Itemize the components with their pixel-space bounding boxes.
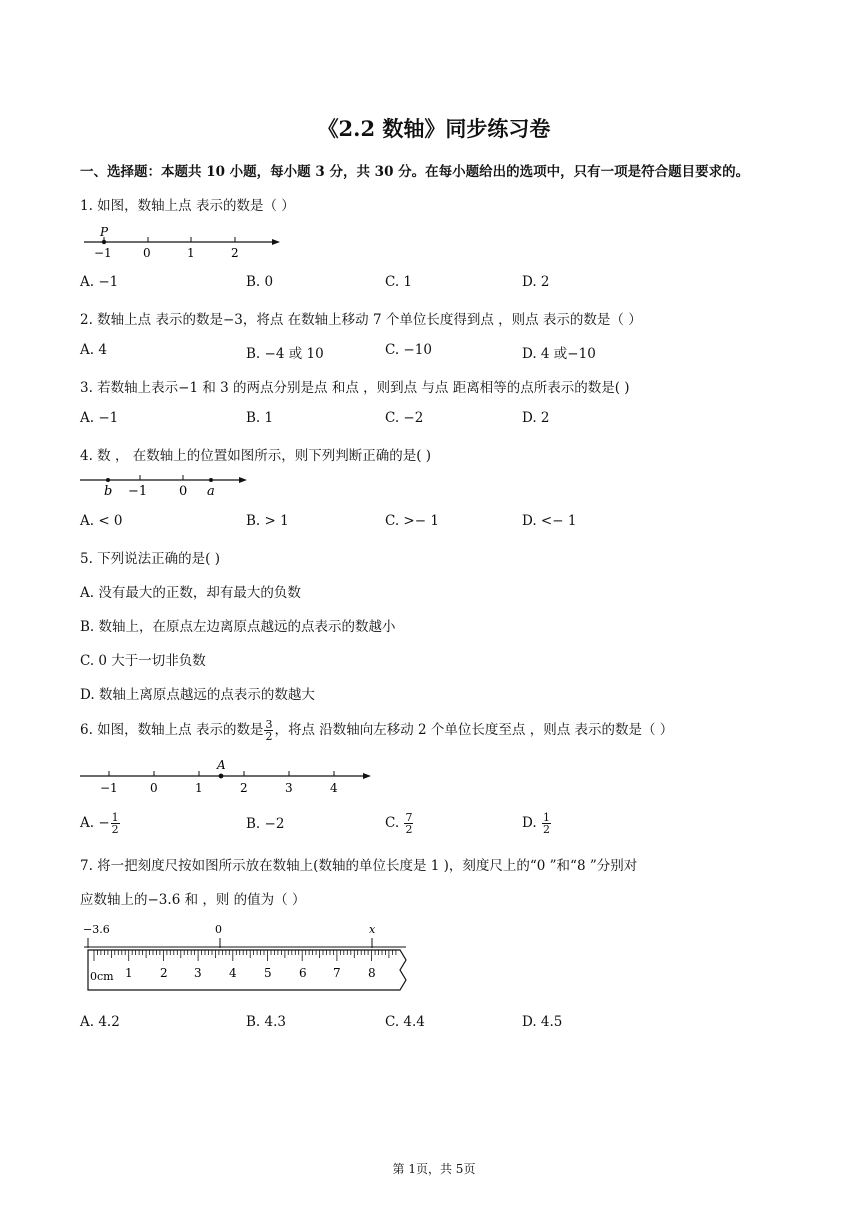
q4-number-line bbox=[80, 470, 255, 502]
q6-stem-before: 6. 如图，数轴上点 表示的数是 bbox=[80, 722, 264, 738]
q3-option-a[interactable]: A. −1 bbox=[80, 410, 119, 426]
q5-option-c[interactable]: C. 0 大于一切非负数 bbox=[80, 653, 206, 669]
q1-option-b[interactable]: B. 0 bbox=[246, 274, 274, 290]
q1-tick-label: 1 bbox=[187, 246, 195, 260]
q4-axis-arrow bbox=[239, 477, 247, 483]
q3-option-c[interactable]: C. −2 bbox=[385, 410, 424, 426]
q6-tick-label: 0 bbox=[150, 781, 158, 795]
q4-option-c[interactable]: C. >− 1 bbox=[385, 513, 439, 529]
q6-stem-after: ，将点 沿数轴向左移动 2 个单位长度至点 ，则点 表示的数是（ ） bbox=[274, 722, 674, 738]
q6-number-line bbox=[80, 758, 380, 798]
q4-label-neg1: −1 bbox=[128, 484, 148, 499]
q5-option-b[interactable]: B. 数轴上，在原点左边离原点越远的点表示的数越小 bbox=[80, 619, 396, 635]
q6-fraction-denominator: 2 bbox=[265, 730, 273, 743]
q6-stem-fraction bbox=[264, 719, 273, 742]
q1-option-a[interactable]: A. −1 bbox=[80, 274, 119, 290]
question-6-stem bbox=[80, 718, 673, 742]
q6-fraction-numerator: 3 bbox=[265, 718, 273, 731]
q7-axis-label-x: x bbox=[369, 923, 376, 936]
q6-tick-label: 1 bbox=[195, 781, 203, 795]
q6-option-c-fraction bbox=[404, 812, 413, 835]
question-7-stem-line2: 应数轴上的−3.6 和 ，则 的值为（ ） bbox=[80, 892, 306, 908]
q7-ruler-number: 4 bbox=[229, 966, 237, 980]
q7-ruler-number: 8 bbox=[368, 966, 376, 980]
q4-point-a bbox=[209, 478, 213, 482]
q7-ruler-unit: 0cm bbox=[90, 970, 114, 983]
q6-option-c-prefix: C. bbox=[385, 815, 404, 831]
question-7-stem-line1: 7. 将一把刻度尺按如图所示放在数轴上(数轴的单位长度是 1 )，刻度尺上的“0 ”和“8 ”分别对 bbox=[80, 858, 638, 874]
q4-option-d[interactable]: D. <− 1 bbox=[522, 513, 577, 529]
question-1-stem: 1. 如图，数轴上点 表示的数是（ ） bbox=[80, 198, 295, 214]
section-header: 一、选择题：本题共 10 小题，每小题 3 分，共 30 分。在每小题给出的选项中，只有一项是符合题目要求的。 bbox=[80, 164, 750, 180]
q7-axis-label-zero: 0 bbox=[215, 923, 222, 936]
q4-label-a: a bbox=[207, 484, 215, 499]
q7-ruler-number: 2 bbox=[160, 966, 168, 980]
q6-tick-label: −1 bbox=[100, 781, 118, 795]
q1-tick-label: 0 bbox=[143, 246, 151, 260]
q1-tick-label: −1 bbox=[94, 246, 112, 260]
q6-option-d-num: 1 bbox=[542, 811, 550, 824]
q7-ruler-number: 1 bbox=[125, 966, 133, 980]
q6-option-c-num: 7 bbox=[405, 811, 413, 824]
q6-axis-arrow bbox=[363, 773, 371, 779]
q7-ruler-number: 7 bbox=[333, 966, 341, 980]
q3-option-b[interactable]: B. 1 bbox=[246, 410, 274, 426]
q6-option-d[interactable] bbox=[522, 812, 552, 835]
q4-option-b[interactable]: B. > 1 bbox=[246, 513, 289, 529]
q7-ruler-figure bbox=[80, 920, 415, 996]
q2-option-a[interactable]: A. 4 bbox=[80, 342, 107, 358]
q4-label-0: 0 bbox=[179, 484, 188, 499]
q7-option-c[interactable]: C. 4.4 bbox=[385, 1014, 425, 1030]
q1-tick-label: 2 bbox=[231, 246, 239, 260]
q7-ruler-body bbox=[88, 950, 406, 990]
q6-tick-label: 4 bbox=[330, 781, 338, 795]
q7-ruler-number: 3 bbox=[194, 966, 202, 980]
q6-option-d-fraction bbox=[542, 812, 551, 835]
q6-tick-label: 2 bbox=[240, 781, 248, 795]
page-title: 《2.2 数轴》同步练习卷 bbox=[317, 116, 551, 141]
q7-axis-label-start: −3.6 bbox=[83, 923, 110, 936]
q2-option-d[interactable]: D. 4 或−10 bbox=[522, 346, 596, 362]
q5-option-a[interactable]: A. 没有最大的正数，却有最大的负数 bbox=[80, 585, 301, 601]
q2-option-c[interactable]: C. −10 bbox=[385, 342, 432, 358]
question-3-stem: 3. 若数轴上表示−1 和 3 的两点分别是点 和点 ，则到点 与点 距离相等的点所表示的数是( ) bbox=[80, 380, 630, 396]
question-5-stem: 5. 下列说法正确的是( ) bbox=[80, 551, 220, 567]
q4-point-b bbox=[106, 478, 110, 482]
page-footer: 第 1页，共 5页 bbox=[392, 1162, 476, 1176]
q6-tick-label: 3 bbox=[285, 781, 293, 795]
q1-number-line bbox=[80, 224, 290, 260]
q6-option-d-den: 2 bbox=[542, 823, 550, 836]
q2-option-b[interactable]: B. −4 或 10 bbox=[246, 346, 324, 362]
q6-point-label: A bbox=[217, 758, 226, 772]
q4-option-a[interactable]: A. < 0 bbox=[80, 513, 123, 529]
question-4-stem: 4. 数 ， 在数轴上的位置如图所示，则下列判断正确的是( ) bbox=[80, 448, 432, 464]
q6-point-a bbox=[219, 774, 224, 779]
q6-option-c[interactable] bbox=[385, 812, 414, 835]
q6-option-a-fraction bbox=[111, 812, 120, 835]
q7-option-d[interactable]: D. 4.5 bbox=[522, 1014, 563, 1030]
q6-option-a-den: 2 bbox=[111, 823, 119, 836]
q1-option-d[interactable]: D. 2 bbox=[522, 274, 550, 290]
q5-option-d[interactable]: D. 数轴上离原点越远的点表示的数越大 bbox=[80, 687, 315, 703]
q4-label-b: b bbox=[104, 484, 113, 499]
q7-option-a[interactable]: A. 4.2 bbox=[80, 1014, 120, 1030]
q6-option-b[interactable] bbox=[246, 816, 284, 832]
q6-option-c-den: 2 bbox=[405, 823, 413, 836]
q6-option-a-num: 1 bbox=[111, 811, 119, 824]
q1-point-label: P bbox=[100, 225, 109, 239]
q3-option-d[interactable]: D. 2 bbox=[522, 410, 550, 426]
question-2-stem: 2. 数轴上点 表示的数是−3，将点 在数轴上移动 7 个单位长度得到点 ，则点 表示的数是（ ） bbox=[80, 312, 642, 328]
q7-ruler-number: 5 bbox=[264, 966, 272, 980]
q7-ruler-ticks bbox=[94, 950, 396, 961]
q6-option-b-prefix: B. −2 bbox=[246, 816, 285, 832]
q1-axis-arrow bbox=[272, 239, 280, 245]
q6-option-a-prefix: A. − bbox=[80, 815, 110, 831]
q1-option-c[interactable]: C. 1 bbox=[385, 274, 413, 290]
q7-option-b[interactable]: B. 4.3 bbox=[246, 1014, 286, 1030]
q6-option-d-prefix: D. bbox=[522, 815, 541, 831]
q1-point-p bbox=[102, 240, 106, 244]
q7-ruler-number: 6 bbox=[299, 966, 307, 980]
q6-option-a[interactable] bbox=[80, 812, 121, 835]
